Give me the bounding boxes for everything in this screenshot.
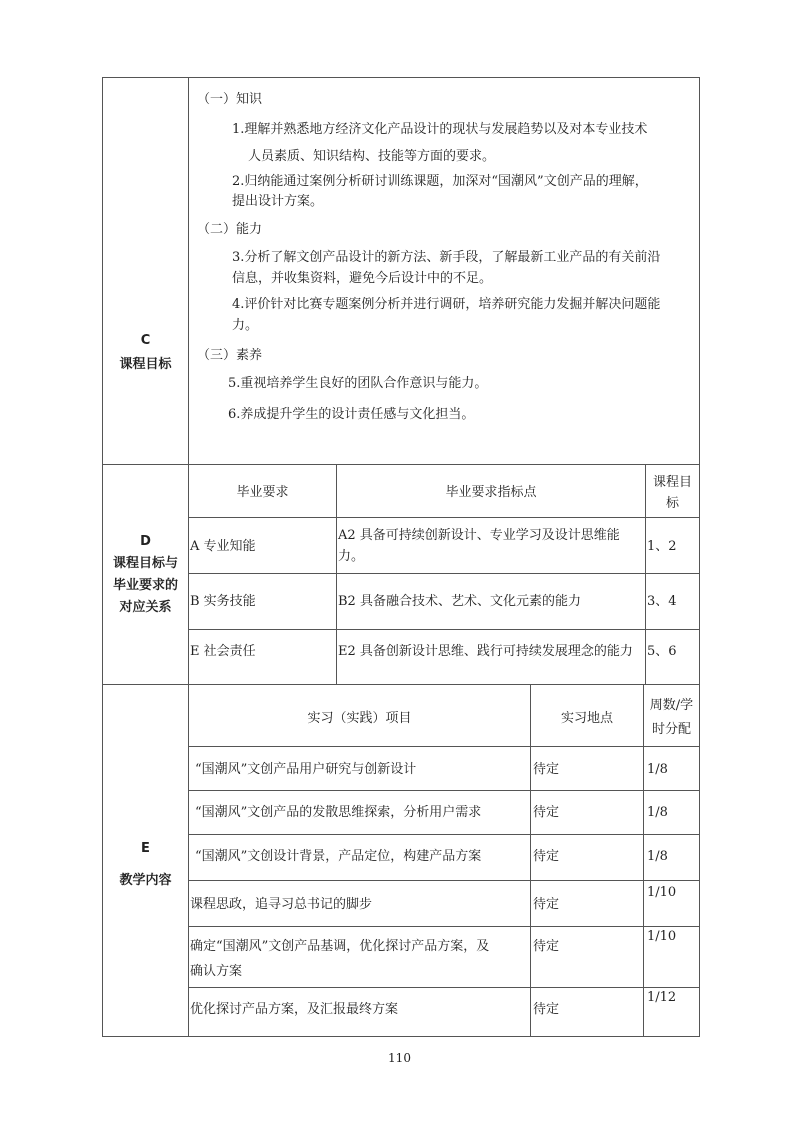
- e-row-1-location: 待定: [533, 762, 560, 777]
- e-row-5-project-line-1: 确定“国潮风”文创产品基调，优化探讨产品方案，及: [190, 939, 490, 954]
- e-row-3-location: 待定: [533, 849, 560, 864]
- e-grid-line: [188, 746, 700, 747]
- e-row-1-project: “国潮风”文创产品用户研究与创新设计: [195, 762, 417, 777]
- section-e-title: 教学内容: [119, 873, 172, 888]
- d-header-requirement: 毕业要求: [236, 485, 289, 500]
- d-row-1-requirement: A 专业知能: [190, 539, 256, 554]
- e-header-project: 实习（实践）项目: [307, 711, 412, 726]
- knowledge-heading: （一）知识: [197, 92, 263, 107]
- page-number: 110: [388, 1051, 411, 1065]
- section-c-letter: C: [140, 333, 151, 348]
- d-row-2-goal: 3、4: [647, 594, 677, 609]
- section-e-letter: E: [141, 841, 150, 856]
- e-grid-line: [188, 790, 700, 791]
- section-separator-c-d: [102, 464, 700, 465]
- d-header-goal-line-2: 标: [665, 496, 679, 511]
- e-row-6-location: 待定: [533, 1002, 560, 1017]
- goal-item-3-line-2: 信息，并收集资料，避免今后设计中的不足。: [232, 271, 493, 286]
- e-header-weeks-line-2: 时分配: [651, 722, 691, 737]
- e-row-5-location: 待定: [533, 939, 560, 954]
- goal-item-6: 6.养成提升学生的设计责任感与文化担当。: [228, 407, 475, 422]
- goal-item-4-line-2: 力。: [232, 318, 259, 333]
- d-grid-line: [188, 629, 700, 630]
- section-separator-d-e: [102, 684, 700, 685]
- e-row-4-location: 待定: [533, 897, 560, 912]
- table-border-top: [102, 77, 700, 78]
- e-header-weeks-line-1: 周数/学: [649, 698, 694, 713]
- goal-item-2-line-2: 提出设计方案。: [232, 194, 324, 209]
- d-row-3-goal: 5、6: [647, 644, 677, 659]
- section-d-title-line-3: 对应关系: [119, 600, 172, 615]
- d-row-3-requirement: E 社会责任: [190, 644, 256, 659]
- section-c-title: 课程目标: [119, 357, 172, 372]
- e-grid-line: [188, 926, 700, 927]
- section-d-title-line-2: 毕业要求的: [112, 578, 178, 593]
- e-row-4-project: 课程思政，追寻习总书记的脚步: [190, 897, 373, 912]
- d-row-2-indicator-line-1: B2 具备融合技术、艺术、文化元素的能力: [338, 594, 581, 609]
- goal-item-1-line-2: 人员素质、知识结构、技能等方面的要求。: [248, 149, 496, 164]
- table-border-bottom: [102, 1036, 700, 1037]
- e-grid-line: [530, 684, 531, 1037]
- e-grid-line: [188, 987, 700, 988]
- goal-item-2-line-1: 2.归纳能通过案例分析研讨训练课题，加深对“国潮风”文创产品的理解，: [232, 174, 648, 189]
- goal-item-1-line-1: 1.理解并熟悉地方经济文化产品设计的现状与发展趋势以及对本专业技术: [232, 122, 648, 137]
- e-row-3-weeks: 1/8: [647, 849, 668, 864]
- e-row-5-weeks: 1/10: [647, 929, 677, 944]
- e-row-2-weeks: 1/8: [647, 805, 668, 820]
- d-grid-line: [188, 573, 700, 574]
- d-row-1-indicator-line-1: A2 具备可持续创新设计、专业学习及设计思维能: [338, 528, 620, 543]
- e-grid-line: [188, 834, 700, 835]
- e-row-6-weeks: 1/12: [647, 990, 677, 1005]
- e-row-3-project: “国潮风”文创设计背景，产品定位，构建产品方案: [195, 849, 482, 864]
- d-header-indicator: 毕业要求指标点: [445, 485, 537, 500]
- d-row-1-goal: 1、2: [647, 539, 677, 554]
- ability-heading: （二）能力: [197, 222, 263, 237]
- section-d-title-line-1: 课程目标与: [112, 556, 178, 571]
- d-row-1-indicator-line-2: 力。: [338, 549, 365, 564]
- e-row-1-weeks: 1/8: [647, 762, 668, 777]
- d-header-goal-line-1: 课程目: [652, 475, 692, 490]
- goal-item-4-line-1: 4.评价针对比赛专题案例分析并进行调研，培养研究能力发掘并解决问题能: [232, 297, 661, 312]
- e-row-6-project: 优化探讨产品方案，及汇报最终方案: [190, 1002, 399, 1017]
- table-border-right: [699, 77, 700, 1037]
- d-row-2-requirement: B 实务技能: [190, 594, 256, 609]
- d-row-3-indicator-line-1: E2 具备创新设计思维、践行可持续发展理念的能力: [338, 644, 633, 659]
- goal-item-5: 5.重视培养学生良好的团队合作意识与能力。: [228, 376, 488, 391]
- section-d-letter: D: [140, 534, 151, 549]
- e-row-5-project-line-2: 确认方案: [190, 964, 243, 979]
- goal-item-3-line-1: 3.分析了解文创产品设计的新方法、新手段，了解最新工业产品的有关前沿: [232, 250, 661, 265]
- e-row-2-project: “国潮风”文创产品的发散思维探索，分析用户需求: [195, 805, 482, 820]
- quality-heading: （三）素养: [197, 348, 263, 363]
- label-column-divider: [188, 77, 189, 1037]
- e-header-location: 实习地点: [560, 711, 613, 726]
- e-grid-line: [188, 880, 700, 881]
- e-row-2-location: 待定: [533, 805, 560, 820]
- d-grid-line: [188, 517, 700, 518]
- e-row-4-weeks: 1/10: [647, 885, 677, 900]
